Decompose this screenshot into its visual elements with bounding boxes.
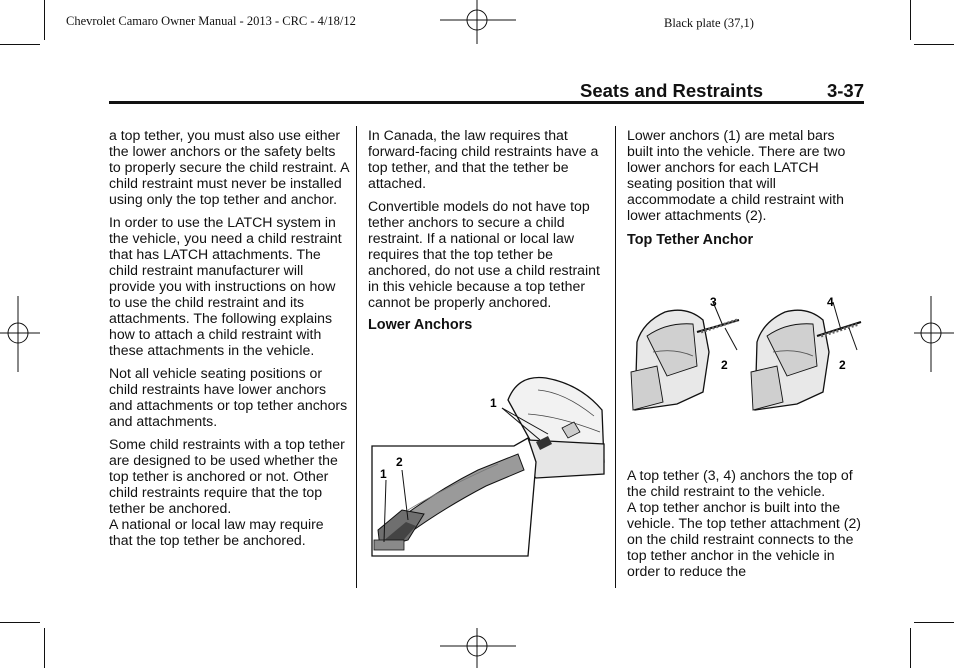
figure-callout: 4 [827,295,834,309]
figure-callout: 3 [710,295,717,309]
column-divider [615,126,616,588]
section-heading: Top Tether Anchor [627,232,754,248]
paragraph: A top tether (3, 4) anchors the top of the child restraint to the vehicle. [627,467,853,499]
crop-mark [0,44,40,45]
paragraph: In order to use the LATCH system in the vehicle, you need a child restraint that has LATCH attachments. The child restraint manufacturer will provide you with instructions on how to use the child restraint and its attachments. The following explains how to attach a child restraint with these attachments in the vehicle. [109,214,342,358]
section-heading: Lower Anchors [368,317,473,333]
figure-callout: 1 [490,396,497,410]
figure-callout: 1 [380,467,387,481]
crop-mark [914,44,954,45]
column-3-continued [627,467,863,586]
column-2 [368,127,606,340]
column-1 [109,127,349,555]
figure-callout: 2 [396,455,403,469]
paragraph: A national or local law may require that the top tether be anchored. [109,516,324,548]
column-3 [627,127,863,255]
section-title: Seats and Restraints [580,80,764,101]
paragraph: In Canada, the law requires that forward-facing child restraints have a top tether, and that the tether be attached. [368,127,599,191]
paragraph: A top tether anchor is built into the vehicle. The top tether attachment (2) on the child restraint connects to the top tether anchor in the vehicle in order to reduce the [627,499,861,579]
figure-callout: 2 [721,358,728,372]
registration-target-bottom [440,628,516,668]
plate-info: Black plate (37,1) [664,16,754,30]
paragraph: Not all vehicle seating positions or child restraints have lower anchors and attachments or top tether anchors and attachments. [109,365,348,429]
paragraph: a top tether, you must also use either the lower anchors or the safety belts to properly secure the child restraint. A child restraint must never be installed using only the top tether and anchor. [109,127,349,207]
registration-target-left [0,296,40,372]
top-tether-illustration [627,292,864,418]
header-rule [109,101,864,104]
figure-callout: 2 [839,358,846,372]
paragraph: Lower anchors (1) are metal bars built into the vehicle. There are two lower anchors for each LATCH seating position that will accommodate a child restraint with lower attachments (2). [627,127,846,223]
crop-mark [910,0,911,40]
paragraph: Some child restraints with a top tether are designed to be used whether the top tether is anchored or not. Other child restraints require that the top tether be anchored. [109,436,345,516]
page-number: 3-37 [826,80,864,101]
column-divider [356,126,357,588]
print-info: Chevrolet Camaro Owner Manual - 2013 - CRC - 4/18/12 [66,14,356,28]
crop-mark [44,0,45,40]
paragraph: Convertible models do not have top tether anchors to secure a child restraint. If a national or local law requires that the top tether be anchored, do not use a child restraint in this vehicle because a top tether cannot be properly anchored. [368,198,600,310]
crop-mark [910,628,911,668]
registration-target-top [440,0,516,44]
lower-anchors-illustration [368,370,608,560]
crop-mark [914,622,954,623]
crop-mark [0,622,40,623]
crop-mark [44,628,45,668]
registration-target-right [914,296,954,372]
running-header [580,80,864,102]
